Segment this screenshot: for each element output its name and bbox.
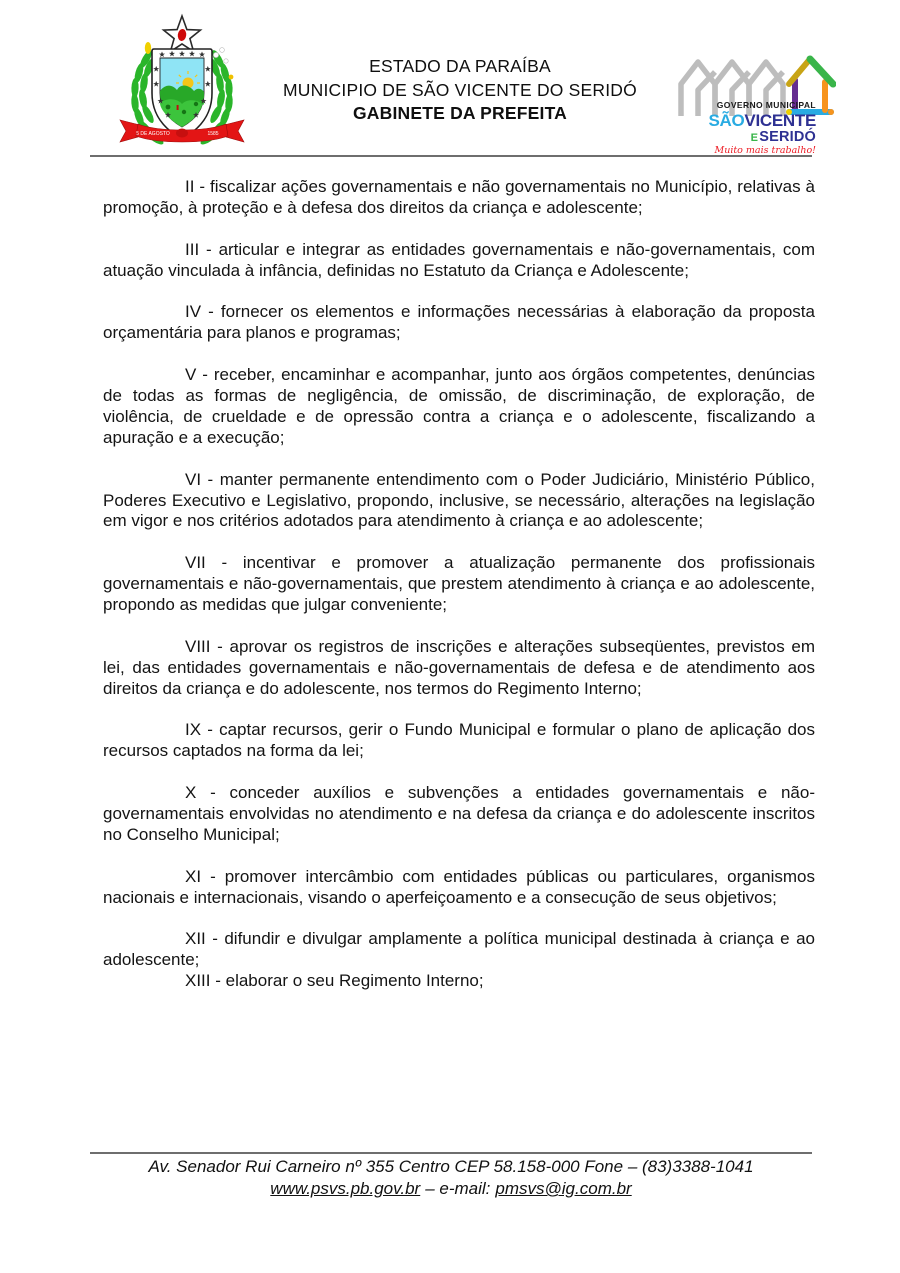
- municipal-logo: [656, 101, 816, 156]
- municipality-title: MUNICIPIO DE SÃO VICENTE DO SERIDÓ: [283, 79, 637, 100]
- ribbon-text-left: 5 DE AGOSTO: [136, 131, 170, 137]
- clause-paragraph-xii: XII - difundir e divulgar amplamente a política municipal destinada à criança e ao adolescente;: [103, 929, 815, 970]
- clause-paragraph-xiii: XIII - elaborar o seu Regimento Interno;: [185, 971, 484, 991]
- clause-paragraph-vii: VII - incentivar e promover a atualização permanente dos profissionais governamentais e não-governamentais, que prestem atendimento à criança e ao adolescente, propondo as medidas que julgar conveniente;: [103, 553, 815, 615]
- clause-paragraph-iv: IV - fornecer os elementos e informações necessárias à elaboração da proposta orçamentária para planos e programas;: [103, 302, 815, 343]
- footer-address: Av. Senador Rui Carneiro nº 355 Centro CEP 58.158-000 Fone – (83)3388-1041: [148, 1157, 754, 1176]
- clause-paragraph-ix: IX - captar recursos, gerir o Fundo Municipal e formular o plano de aplicação dos recursos captados na forma da lei;: [103, 720, 815, 761]
- office-title: GABINETE DA PREFEITA: [352, 103, 567, 123]
- clause-paragraph-x: X - conceder auxílios e subvenções a entidades governamentais e não-governamentais envolvidas no atendimento e na defesa da criança e do adolescente inscritos no Conselho Municipal;: [103, 783, 815, 844]
- logo-city-sao: SÃO: [708, 110, 745, 130]
- email-link[interactable]: pmsvs@ig.com.br: [495, 1179, 632, 1198]
- logo-city-e: E: [750, 131, 759, 144]
- clause-paragraph-vi: VI - manter permanente entendimento com o Poder Judiciário, Ministério Público, Poderes Executivo e Legislativo, propondo, inclusive, se necessário, alterações na legislação em vigor e nos critérios adotados para atendimento à criança e ao adolescente;: [103, 469, 815, 531]
- clause-paragraph-iii: III - articular e integrar as entidades governamentais e não-governamentais, com atuação vinculada à infância, definidas no Estatuto da Criança e Adolescente;: [103, 239, 815, 280]
- logo-city-serido: SERIDÓ: [759, 128, 816, 145]
- logo-city-name2: [656, 130, 816, 145]
- clause-paragraph-v: V - receber, encaminhar e acompanhar, junto aos órgãos competentes, denúncias de todas as formas de negligência, de omissão, de discriminação, de exploração, de violência, de crueldade e de opressão contra a criança e o adolescente, fiscalizando a apuração e a execução;: [103, 365, 815, 447]
- document-body: [103, 177, 815, 992]
- ribbon-text-right: 1585: [207, 131, 219, 137]
- state-title: ESTADO DA PARAÍBA: [369, 56, 551, 76]
- logo-slogan: Muito mais trabalho!: [714, 145, 816, 156]
- star-icon: [164, 16, 201, 52]
- logo-government-label: GOVERNO MUNICIPAL: [716, 100, 816, 110]
- footer-divider: [90, 1152, 812, 1154]
- header-divider: [90, 155, 812, 157]
- clause-paragraph-ii: II - fiscalizar ações governamentais e não governamentais no Município, relativas à promoção, à proteção e à defesa dos direitos da criança e adolescente;: [103, 177, 815, 217]
- clause-paragraph-xi: XI - promover intercâmbio com entidades públicas ou particulares, organismos nacionais e internacionais, visando o aperfeiçoamento e a consecução de seus objetivos;: [103, 866, 815, 907]
- clause-paragraph-viii: VIII - aprovar os registros de inscrições e alterações subseqüentes, previstos em lei, das entidades governamentais e não-governamentais de defesa e de atendimento aos direitos da criança e do adolescente, nos termos do Regimento Interno;: [103, 636, 815, 698]
- email-label: – e-mail:: [425, 1179, 491, 1198]
- logo-city-name: [656, 112, 816, 129]
- footer-contact-line: [90, 1178, 812, 1200]
- logo-city-vicente: VICENTE: [744, 110, 816, 130]
- website-link[interactable]: www.psvs.pb.gov.br: [270, 1179, 421, 1198]
